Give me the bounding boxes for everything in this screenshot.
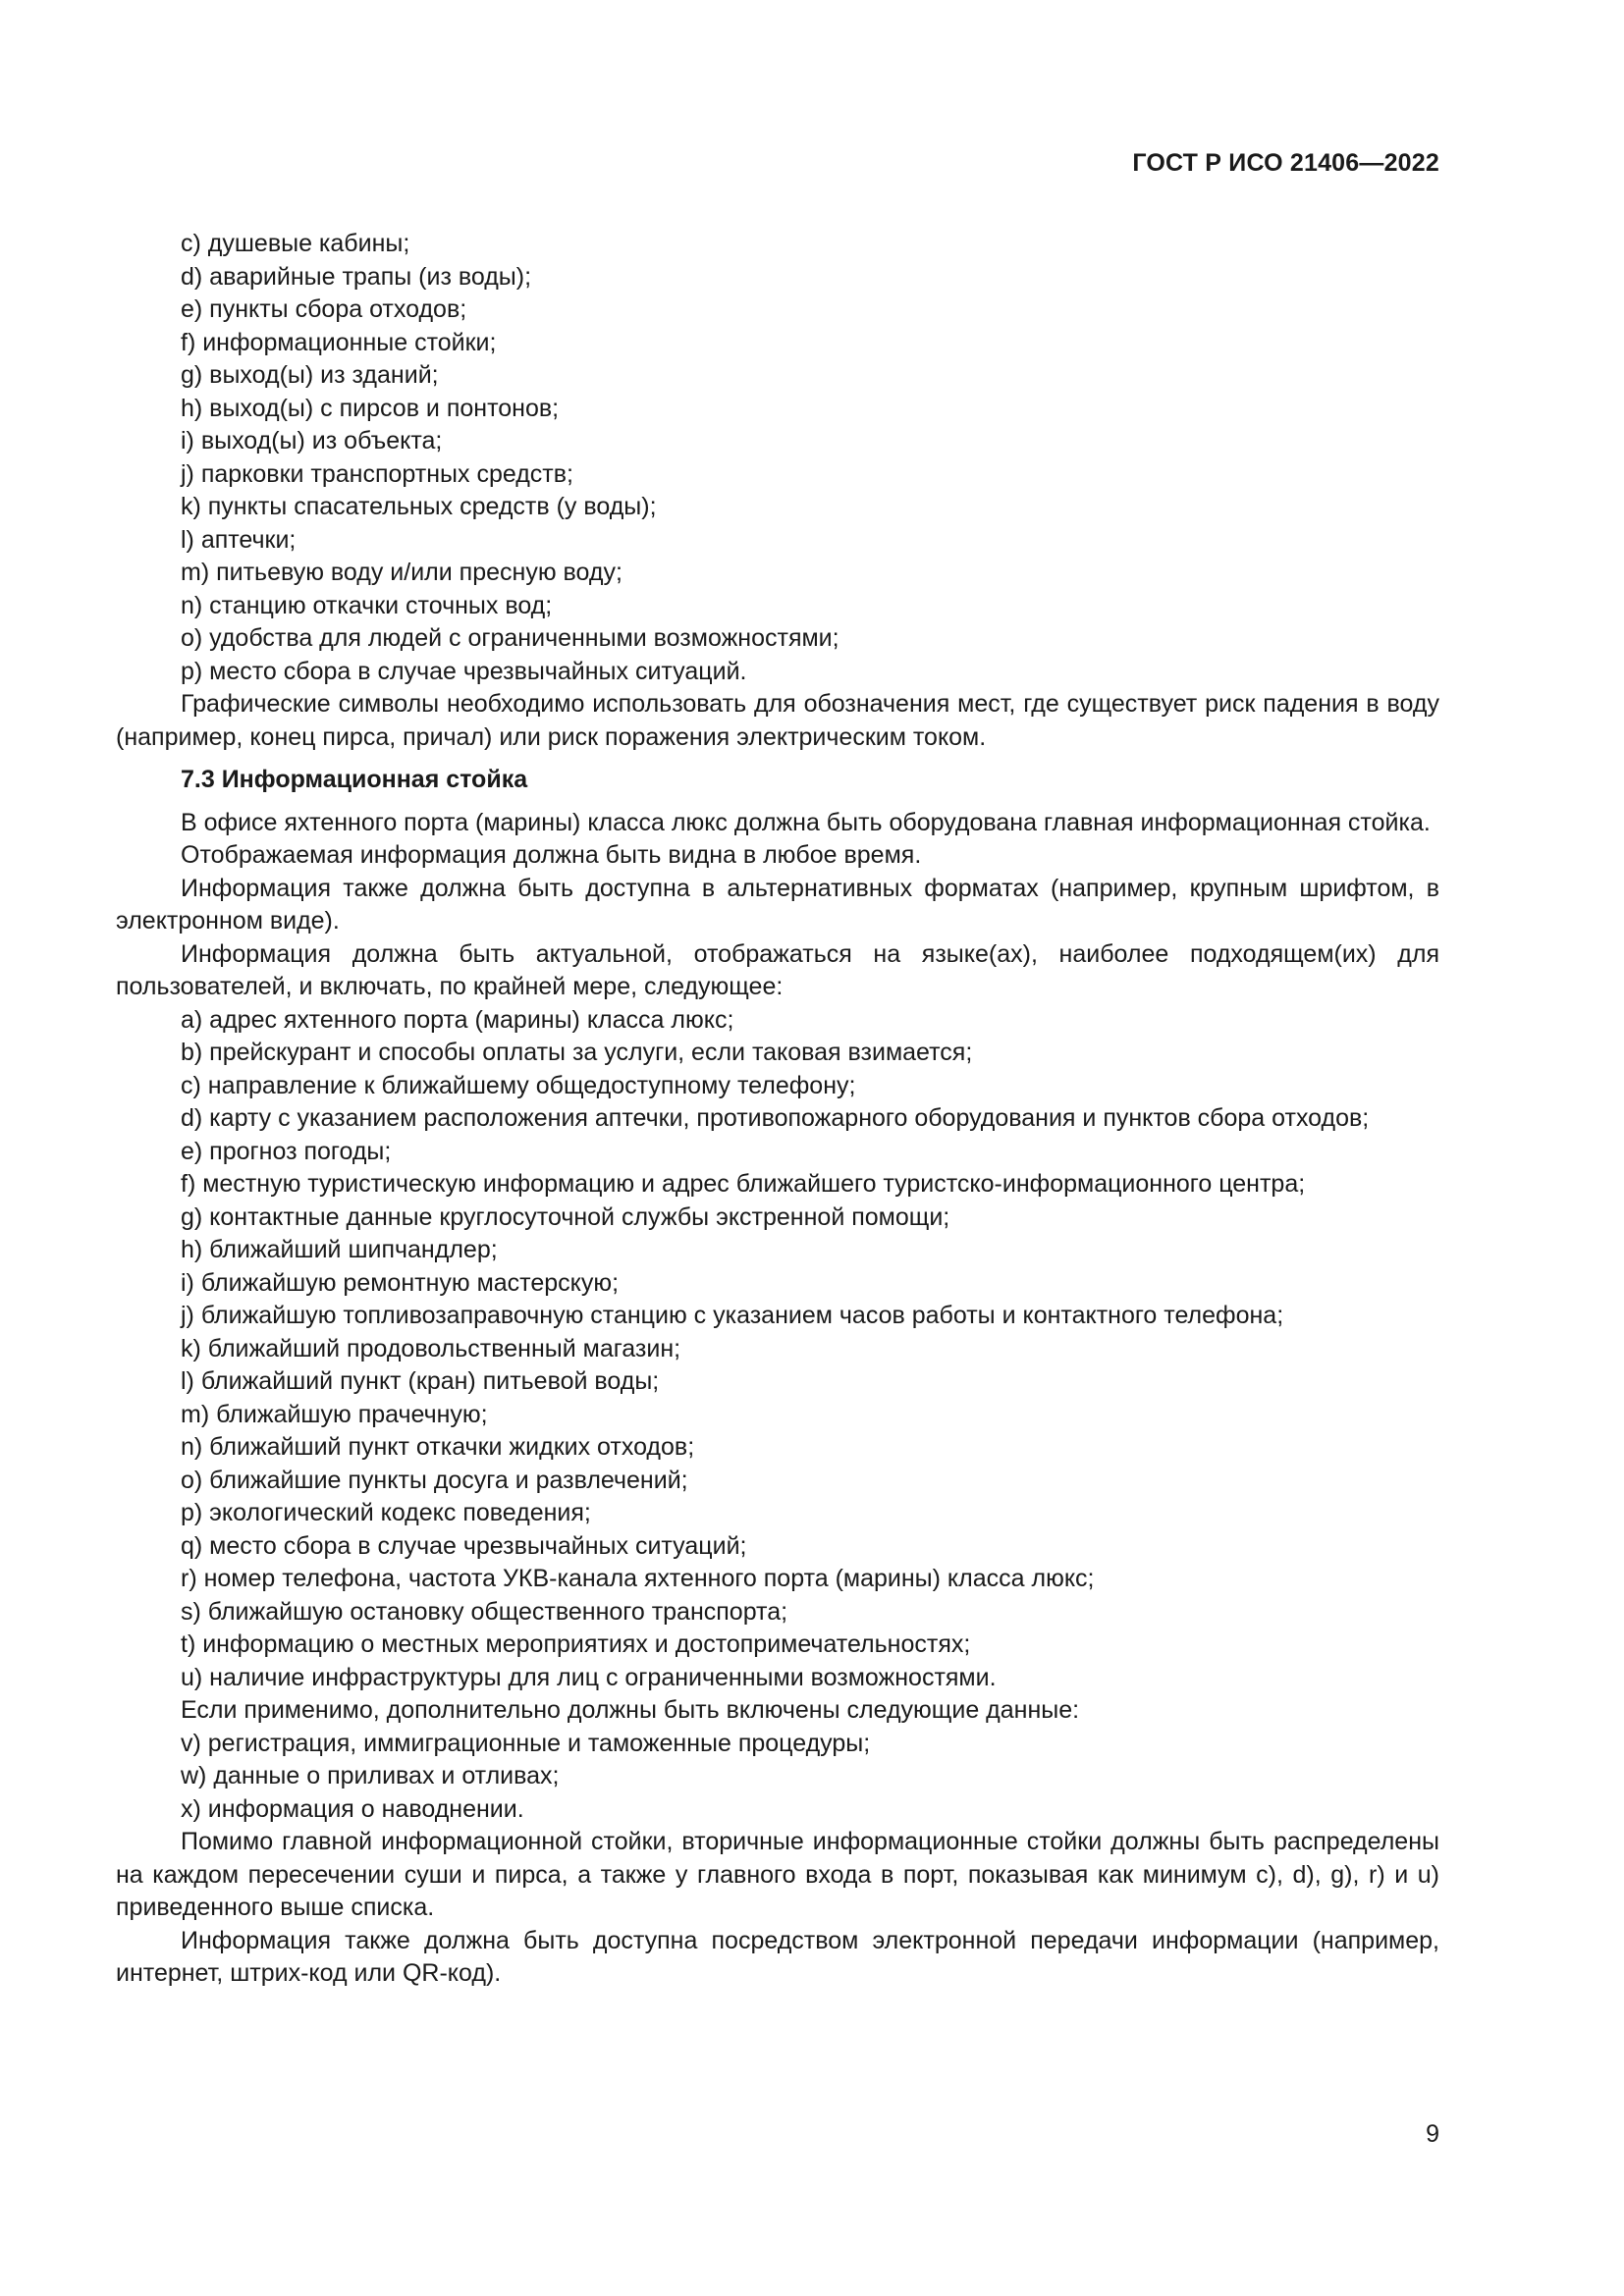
list-item: f) информационные стойки; [181,328,497,356]
list-item: x) информация о наводнении. [181,1794,524,1823]
list-item: e) прогноз погоды; [181,1137,392,1165]
list-item: i) ближайшую ремонтную мастерскую; [181,1268,620,1297]
paragraph: Информация также должна быть доступна в альтернативных форматах (например, крупным шрифтом, в электронном виде). [116,874,1439,934]
standard-number-header: ГОСТ Р ИСО 21406—2022 [1132,149,1439,177]
list-item: s) ближайшую остановку общественного транспорта; [181,1597,788,1626]
list-item: l) аптечки; [181,525,297,554]
list-item: v) регистрация, иммиграционные и таможенные процедуры; [181,1729,871,1757]
list-item: g) выход(ы) из зданий; [181,361,439,389]
list-item: u) наличие инфраструктуры для лиц с ограниченными возможностями. [181,1663,997,1691]
list-item: h) ближайший шипчандлер; [181,1236,498,1263]
list-item: g) контактные данные круглосуточной службы экстренной помощи; [181,1202,950,1231]
list-item: t) информацию о местных мероприятиях и достопримечательностях; [181,1630,971,1658]
paragraph: Отображаемая информация должна быть видна в любое время. [181,841,922,869]
list-item: w) данные о приливах и отливах; [181,1762,560,1789]
list-item: f) местную туристическую информацию и адрес ближайшего туристско-информационного центра; [181,1170,1306,1198]
list-item: a) адрес яхтенного порта (марины) класса люкс; [181,1005,734,1034]
list-item: q) место сбора в случае чрезвычайных ситуаций; [181,1531,747,1560]
list-item: n) станцию откачки сточных вод; [181,591,553,619]
list-item: l) ближайший пункт (кран) питьевой воды; [181,1367,660,1395]
list-item: o) ближайшие пункты досуга и развлечений; [181,1466,688,1494]
list-item: c) направление к ближайшему общедоступному телефону; [181,1071,856,1099]
list-item: k) ближайший продовольственный магазин; [181,1334,681,1362]
paragraph: В офисе яхтенного порта (марины) класса люкс должна быть оборудована главная информационная стойка. [181,808,1431,836]
list-item: j) парковки транспортных средств; [181,459,573,488]
list-item: i) выход(ы) из объекта; [181,427,443,454]
list-item: b) прейскурант и способы оплаты за услуги, если таковая взимается; [181,1039,973,1066]
list-item: n) ближайший пункт откачки жидких отходов; [181,1433,695,1461]
list-item: k) пункты спасательных средств (у воды); [181,493,657,520]
paragraph: Помимо главной информационной стойки, вторичные информационные стойки должны быть распределены на каждом пересечении суши и пирса, а также у главного входа в порт, показывая как минимум c), d), g), r) и u) приведенного выше списка. [116,1828,1439,1921]
list-item: r) номер телефона, частота УКВ-канала яхтенного порта (марины) класса люкс; [181,1565,1095,1592]
page-number: 9 [1426,2120,1439,2148]
list-item: o) удобства для людей с ограниченными возможностями; [181,624,839,652]
section-heading-7-3: 7.3 Информационная стойка [181,766,528,793]
paragraph: Если применимо, дополнительно должны быть включены следующие данные: [181,1696,1080,1724]
list-item: h) выход(ы) с пирсов и понтонов; [181,394,560,422]
list-item: p) экологический кодекс поведения; [181,1499,591,1526]
list-item: m) ближайшую прачечную; [181,1400,488,1428]
list-item: p) место сбора в случае чрезвычайных ситуаций. [181,657,747,685]
page-content [116,228,1439,1991]
list-item: j) ближайшую топливозаправочную станцию с указанием часов работы и контактного телефона; [181,1302,1284,1329]
list-item: d) карту с указанием расположения аптечки, противопожарного оборудования и пунктов сбора отходов; [181,1104,1370,1132]
list-item: c) душевые кабины; [181,230,410,257]
paragraph: Информация также должна быть доступна посредством электронной передачи информации (например, интернет, штрих-код или QR-код). [116,1926,1439,1987]
list-item: e) пункты сбора отходов; [181,295,467,323]
paragraph: Информация должна быть актуальной, отображаться на языке(ах), наиболее подходящем(их) для пользователей, и включать, по крайней мере, следующее: [116,939,1439,1000]
paragraph-graphic-symbols: Графические символы необходимо использовать для обозначения мест, где существует риск падения в воду (например, конец пирса, причал) или риск поражения электрическим током. [116,690,1439,751]
list-item: m) питьевую воду и/или пресную воду; [181,559,623,586]
list-item: d) аварийные трапы (из воды); [181,262,532,291]
